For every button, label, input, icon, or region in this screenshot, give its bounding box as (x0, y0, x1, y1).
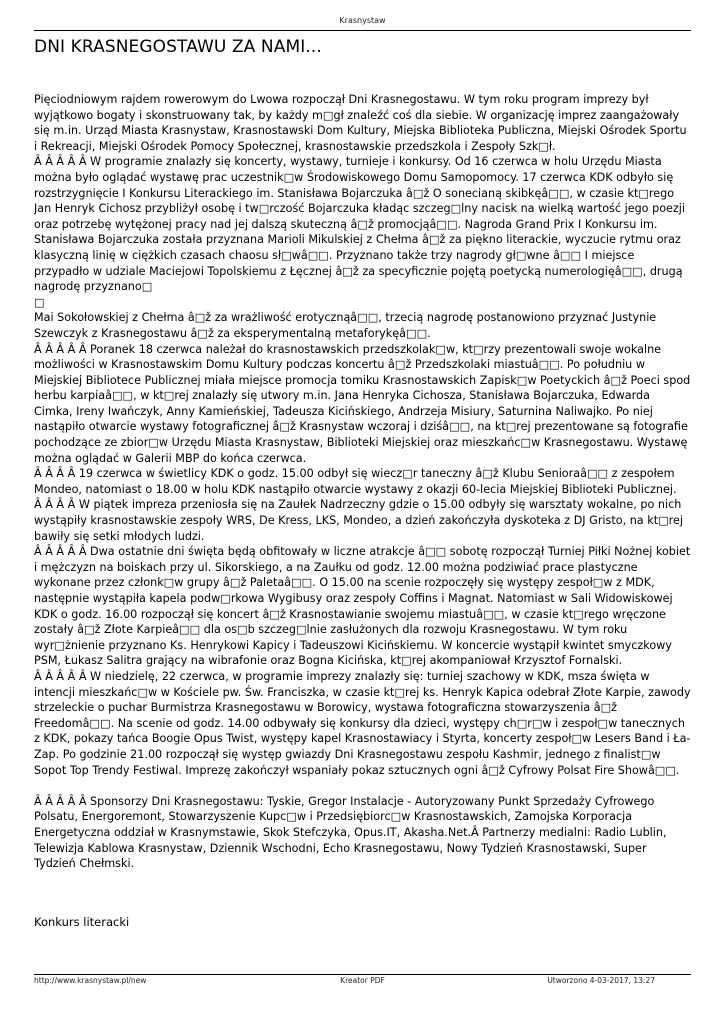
page-footer (34, 976, 691, 988)
paragraph-sunday: Â Â Â Â Â W niedzielę, 22 czerwca, w programie imprezy znalazły się: turniej szachowy w KDK, msza święta w intencji mieszkańc□w w Kościele pw. Św. Franciszka, w czasie kt□rej ks. Henryk Kapica odebrał Złote Karpie, zawody strzeleckie o puchar Burmistrza Krasnegostawu w Borowicy, wystawa fotograficzna stowarzyszenia â□ž Freedomâ□□. Na scenie od godz. 14.00 odbywały się konkursy dla dzieci, występy ch□r□w i zespoł□w tanecznych z KDK, pokazy tańca Boogie Opus Twist, występy kapel Krasnostawiacy i Styrta, koncerty zespoł□w Lesers Band i Ła-Zap. Po godzinie 21.00 rozpoczął się występ gwiazdy Dni Krasnegostawu zespołu Kashmir, jednego z finalist□w Sopot Top Trendy Festiwal. Imprezę zakończył wspaniały pokaz sztucznych ogni â□ž Cyfrowy Polsat Fire Showâ□□. (34, 669, 691, 777)
footer-generator: Kreator PDF (340, 976, 385, 985)
site-header: Krasnystaw (339, 16, 386, 25)
paragraph-spacer (34, 887, 691, 903)
footer-url: http://www.krasnystaw.pl/new (34, 976, 147, 985)
header-divider (34, 30, 691, 31)
paragraph-awards: Mai Sokołowskiej z Chełma â□ž za wrażliwość erotycznąâ□□, trzecią nagrodę postanowiono przyznać Justynie Szewczyk z Krasnegostawu â□ž za eksperymentalną metaforykęâ□□. (34, 311, 657, 340)
paragraph-friday: Â Â Â Â W piątek impreza przeniosła się na Zaułek Nadrzeczny gdzie o 15.00 odbyły się warsztaty wokalne, po nich wystąpiły krasnostawskie zespoły WRS, De Kress, LKS, Mondeo, a dzień zakończyła dyskoteka z DJ Gristo, na kt□rej bawiły się setki młodych ludzi. (34, 498, 683, 543)
paragraph-saturday: Â Â Â Â Â Dwa ostatnie dni święta będą obfitowały w liczne atrakcje â□□ sobotę rozpoczął Turniej Piłki Nożnej kobiet i mężczyzn na boiskach przy ul. Sikorskiego, a na Zaułku od godz. 12.00 można podziwiać prace plastyczne wykonane przez członk□w grupy â□ž Paletaâ□□. O 15.00 na scenie rozpoczęły się występy zespoł□w z MDK, następnie wystąpiła kapela podw□rkowa Wygibusy oraz zespoły Coffins i Magnat. Natomiast w Sali Widowiskowej KDK o godz. 16.00 rozpoczął się koncert â□ž Krasnostawianie swojemu miastuâ□□, w czasie kt□rego wręczone zostały â□ž Złote Karpieâ□□ dla os□b szczeg□lnie zasłużonych dla rozwoju Krasnegostawu. W tym roku wyr□żnienie przyznano Ks. Henrykowi Kapicy i Tadeuszowi Kicińskiemu. W koncercie wystąpił kwintet smyczkowy PSM, Łukasz Salitra grający na wibrafonie oraz Bogna Kicińska, kt□rej akompaniował Krzysztof Fornalski. (34, 545, 691, 668)
page-title: DNI KRASNEGOSTAWU ZA NAMI... (34, 37, 322, 57)
paragraph-program: Â Â Â Â Â W programie znalazły się koncerty, wystawy, turnieje i konkursy. Od 16 czerwca w holu Urzędu Miasta można było oglądać wystawę prac uczestnik□w Środowiskowego Domu Samopomocy. 17 czerwca KDK odbyło się rozstrzygnięcie I Konkursu Literackiego im. Stanisława Bojarczuka â□ž O sonecianą skibkęâ□□, w czasie kt□rego Jan Henryk Cichosz przybliżył osobę i tw□rczość Bojarczuka kładąc szczeg□lny nacisk na wielką wartość jego poezji oraz potrzebę wytężonej pracy nad jej dalszą skuteczną â□ž promocjąâ□□. Nagroda Grand Prix I Konkursu im. Stanisława Bojarczuka została przyznana Marioli Mikulskiej z Chełma â□ž za piękno literackie, wyczucie rytmu oraz klasyczną linię w ciężkich czasach chaosu sł□wâ□□. Przyznano także trzy nagrody gł□wne â□□ I miejsce przypadło w udziale Maciejowi Topolskiemu z Łęcznej â□ž za specyficznie pojętą poetycką numerologięâ□□, drugą nagrodę przyznano□ □ (34, 155, 686, 309)
paragraph-sponsors: Â Â Â Â Â Sponsorzy Dni Krasnegostawu: Tyskie, Gregor Instalacje - Autoryzowany Punkt Sprzedaży Cyfrowego Polsatu, Energoremont, Stowarzyszenie Kupc□w i Przedsiębiorc□w Krasnostawskich, Zamojska Korporacja Energetyczna oddział w Krasnymstawie, Skok Stefczyka, Opus.IT, Akasha.Net.Â Partnerzy medialni: Radio Lublin, Telewizja Kablowa Krasnystaw, Dziennik Wschodni, Echo Krasnegostawu, Nowy Tydzień Krasnostawski, Super Tydzień Chełmski. (34, 794, 667, 871)
footer-created: Utworzono 4-03-2017, 13:27 (547, 976, 655, 985)
section-heading: Konkurs literacki (34, 914, 130, 929)
paragraph-june-18: Â Â Â Â Â Poranek 18 czerwca należał do krasnostawskich przedszkolak□w, kt□rzy prezentowali swoje wokalne możliwości w Krasnostawskim Domu Kultury podczas koncertu â□ž Przedszkolaki miastuâ□□. Po południu w Miejskiej Bibliotece Publicznej miała miejsce promocja tomiku Krasnostawskich Zapisk□w Poetyckich â□ž Poeci spod herbu karpiaâ□□, w kt□rej znalazły się utwory m.in. Jana Henryka Cichosza, Stanisława Bojarczuka, Edwarda Cimka, Ireny Iwańczyk, Anny Kamieńskiej, Tadeusza Kicińskiego, Andrzeja Misiury, Saturnina Naliwajko. Po niej nastąpiło otwarcie wystawy fotograficznej â□ž Krasnystaw wczoraj i dziśâ□□, na kt□rej prezentowane są fotografie pochodzące ze zbior□w Urzędu Miasta Krasnystaw, Biblioteki Miejskiej oraz mieszkańc□w Krasnegostawu. Wystawę można oglądać w Galerii MBP do końca czerwca. (34, 342, 691, 465)
paragraph-spacer (34, 778, 691, 794)
article-body (34, 92, 691, 962)
paragraph-spacer (34, 872, 691, 888)
paragraph-intro: Pięciodniowym rajdem rowerowym do Lwowa rozpoczął Dni Krasnegostawu. W tym roku program imprezy był wyjątkowo bogaty i skonstruowany tak, by każdy m□gł znaleźć coś dla siebie. W organizację imprez zaangażowały się m.in. Urząd Miasta Krasnystaw, Krasnostawski Dom Kultury, Miejska Biblioteka Publiczna, Miejski Ośrodek Sportu i Rekreacji, Miejski Ośrodek Pomocy Społecznej, krasnostawskie przedszkola i Zespoły Szk□ł. (34, 93, 687, 153)
footer-divider (34, 974, 691, 975)
paragraph-june-19: Â Â Â Â 19 czerwca w świetlicy KDK o godz. 15.00 odbył się wiecz□r taneczny â□ž Klubu Senioraâ□□ z zespołem Mondeo, natomiast o 18.00 w holu KDK nastąpiło otwarcie wystawy z okazji 60-lecia Miejskiej Biblioteki Publicznej. (34, 467, 677, 496)
